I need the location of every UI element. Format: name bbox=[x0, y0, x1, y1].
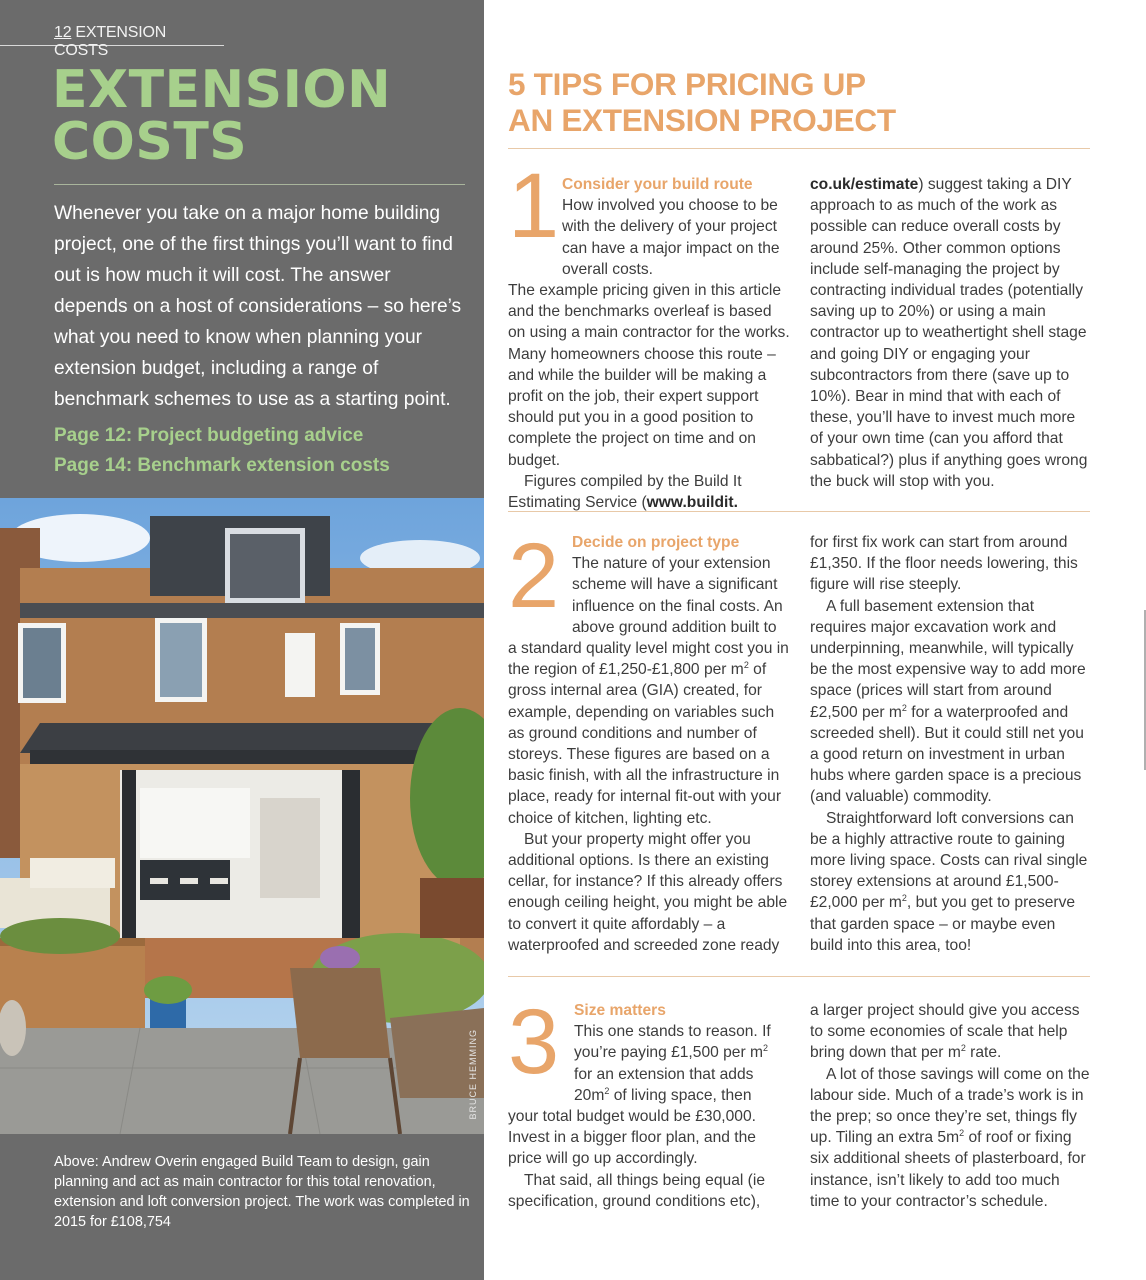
title-line-2: COSTS bbox=[52, 112, 248, 172]
house-extension-photo bbox=[0, 498, 484, 1134]
tip-3-para-2: That said, all things being equal (ie specification, ground conditions etc), bbox=[508, 1171, 765, 1210]
photo-credit: BRUCE HEMMING bbox=[468, 1029, 478, 1120]
tip-divider bbox=[508, 976, 1090, 977]
tip-2-para-2: But your property might offer you additional options. Is there an existing cellar, for instance? If this already offers enough ceiling height, you might be able to convert it quite affordably – a waterproofed and screeded zone ready bbox=[508, 830, 788, 954]
tip-divider bbox=[508, 511, 1090, 512]
heading-line-1: 5 TIPS FOR PRICING UP bbox=[508, 66, 866, 102]
tip-3-right-p1: a larger project should give you access to some economies of scale that help bring down that per $m^2$ rate. bbox=[810, 1002, 1080, 1062]
cross-ref-budgeting[interactable]: Page 12: Project budgeting advice bbox=[54, 425, 364, 446]
tip-1-para-2: Figures compiled by the Build It Estimating Service (www.buildit. bbox=[508, 472, 742, 512]
title-divider bbox=[54, 184, 465, 185]
tip-title: Consider your build route bbox=[562, 176, 753, 193]
tip-number: 1 bbox=[508, 155, 560, 257]
tip-2-left-column bbox=[508, 525, 790, 956]
photo-caption: Above: Andrew Overin engaged Build Team to design, gain planning and act as main contractor for this total renovation, extension and loft conversion project. The work was completed in 2015 for £108,754 bbox=[54, 1154, 470, 1230]
running-header bbox=[0, 24, 224, 59]
cross-ref-benchmark[interactable]: Page 14: Benchmark extension costs bbox=[54, 455, 390, 476]
tip-2-right-p1: for first fix work can start from around £1,350. If the floor needs lowering, this figure will rise steeply. bbox=[810, 534, 1078, 594]
tip-1-lead bbox=[508, 174, 790, 280]
tip-1-body: The example pricing given in this article and the benchmarks overleaf is based on using a main contractor for the works. Many homeowners choose this route – and while the builder will be making a profit on the job, their expert support should put you in a good position to complete the project on time and on budget. bbox=[508, 282, 790, 469]
heading-line-2: AN EXTENSION PROJECT bbox=[508, 102, 896, 138]
tip-2-lead bbox=[508, 525, 790, 638]
estimate-link[interactable]: www.buildit. bbox=[646, 494, 738, 512]
tip-1-right-column: co.uk/estimate) suggest taking a DIY approach to as much of the work as possible can reduce overall costs by around 25%. Other common options include self-managing the project by contracting individual trades (potentially saving up to 20%) or using a main contractor up to weathertight shell stage and going DIY or engaging your subcontractors from there (save up to 10%). Bear in mind that with each of these, you’ll have to invest much more of your own time (can you afford that sabbatical?) plus if anything goes wrong the buck will stop with you. bbox=[810, 176, 1088, 490]
tip-2-right-p3: Straightforward loft conversions can be a highly attractive route to gaining more living space. Costs can rival single storey extensions at around £1,500-£2,000 per $m^2$, but you get to preserve that garden space – or maybe even build into this area, too! bbox=[810, 809, 1088, 954]
tip-3-right-column bbox=[810, 1000, 1092, 1212]
page-title bbox=[52, 60, 472, 172]
photo-illustration bbox=[0, 498, 484, 1134]
tip-2-body: a standard quality level might cost you in the region of £1,250-£1,800 per $m^2$ of gross internal area (GIA) created, for example, depending on variables such as ground conditions and number of storeys. These figures are based on a basic finish, with all the infrastructure in place, ready for internal fit-out with your choice of kitchen, lighting etc. bbox=[508, 640, 789, 827]
article-heading bbox=[508, 66, 1088, 138]
tip-title: Size matters bbox=[574, 1002, 666, 1019]
tip-number: 3 bbox=[508, 991, 560, 1093]
estimate-link-cont[interactable]: co.uk/estimate bbox=[810, 176, 919, 193]
left-panel bbox=[0, 0, 484, 1280]
heading-divider bbox=[508, 148, 1090, 149]
tip-3-right-p2: A lot of those savings will come on the labour side. Much of a trade’s work is in the prep; so once they’re set, things fly up. Tiling an extra $5m^2$ of roof or fixing six additional sheets of plasterboard, for instance, isn’t likely to add too much time to your contractor’s schedule. bbox=[810, 1065, 1090, 1210]
tip-2-right-column bbox=[810, 532, 1092, 956]
page-number: 12 bbox=[54, 24, 72, 41]
title-line-1: EXTENSION bbox=[52, 60, 392, 120]
tip-3-body: your total budget would be £30,000. Invest in a bigger floor plan, and the price will go up accordingly. bbox=[508, 1108, 756, 1168]
tip-1-left-column bbox=[508, 174, 790, 513]
tip-3-left-column bbox=[508, 1000, 790, 1212]
tip-3-lead: Size matters This one stands to reason. If you’re paying £1,500 per $m^2$ for an extension that adds $20m^2$ of living space, then bbox=[508, 1000, 790, 1106]
tip-number: 2 bbox=[508, 525, 560, 627]
tip-2-right-p2: A full basement extension that requires major excavation work and underpinning, meanwhile, will typically be the most expensive way to add more space (prices will start from around £2,500 per $m^2$ for a waterproofed and screeded shell). But it could still net you a good return on investment in urban hubs where garden space is a precious (and valuable) commodity. bbox=[810, 597, 1086, 806]
tip-title: Decide on project type bbox=[572, 534, 740, 551]
intro-text: Whenever you take on a major home building project, one of the first things you’ll want to find out is how much it will cost. The answer depends on a host of considerations – so here’s what you need to know when planning your extension budget, including a range of benchmark schemes to use as a starting point. bbox=[54, 203, 462, 410]
tip-2-lead-text: The nature of your extension scheme will have a significant influence on the final costs. An above ground addition built to bbox=[572, 555, 783, 636]
section-name: EXTENSION COSTS bbox=[54, 24, 167, 59]
tip-1-lead-text: How involved you choose to be with the delivery of your project can have a major impact on the overall costs. bbox=[562, 197, 780, 278]
